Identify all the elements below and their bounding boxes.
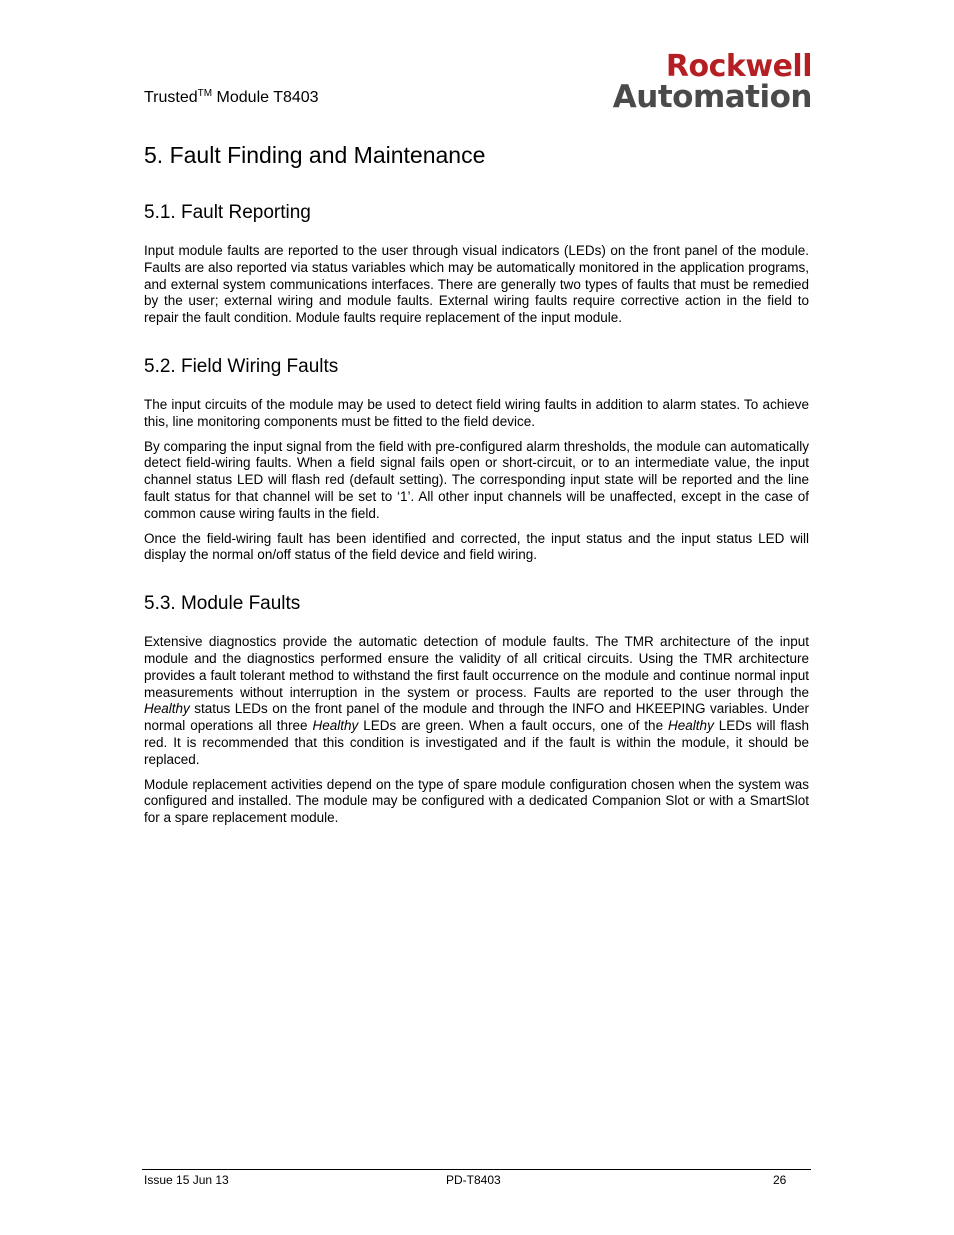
- module-name: Module T8403: [212, 89, 319, 106]
- logo-automation-text: Automation: [612, 79, 812, 115]
- footer-doc-code: PD-T8403: [446, 1173, 501, 1187]
- paragraph: [144, 634, 809, 768]
- paragraph: By comparing the input signal from the field with pre-configured alarm thresholds, the module can automatically detect field-wiring faults. When a field signal fails open or short-circuit, or to an intermediate value, the input channel status LED will flash red (default setting). The corresponding input state will be reported and the line fault status for that channel will be set to ‘1’. All other input channels will be unaffected, except in the case of common cause wiring faults in the field.: [144, 438, 809, 521]
- section-heading: 5.1. Fault Reporting: [144, 202, 311, 223]
- paragraph: Once the field-wiring fault has been identified and corrected, the input status and the input status LED will display the normal on/off status of the field device and field wiring.: [144, 530, 809, 563]
- paragraph: Module replacement activities depend on the type of spare module configuration chosen when the system was configured and installed. The module may be configured with a dedicated Companion Slot or with a SmartSlot for a spare replacement module.: [144, 776, 809, 826]
- page-content: [144, 140, 809, 835]
- logo-rockwell-text: Rockwell: [665, 49, 812, 84]
- section-heading: 5.2. Field Wiring Faults: [144, 355, 339, 377]
- footer-issue: Issue 15 Jun 13: [144, 1173, 229, 1187]
- chapter-title: 5. Fault Finding and Maintenance: [144, 142, 486, 168]
- text-run: LEDs will flash red. It is recommended that this condition is investigated and if the fault is within the module, it should be replaced.: [144, 718, 810, 767]
- product-name: Trusted: [144, 89, 198, 106]
- footer-divider: [142, 1169, 811, 1170]
- text-run: Extensive diagnostics provide the automatic detection of module faults. The TMR architecture of the input module and the diagnostics performed ensure the validity of all critical circuits. Using the TMR architecture provides a fault tolerant method to withstand the first fault occurrence on the module and continue normal input measurements without interruption in the system or process. Faults are reported to the user through the: [144, 634, 809, 700]
- section-field-wiring-faults: [144, 354, 809, 564]
- trademark-mark: TM: [197, 88, 213, 99]
- paragraph: Input module faults are reported to the user through visual indicators (LEDs) on the front panel of the module. Faults are also reported via status variables which may be automatically monitored in the application programs, and external system communications interfaces. There are generally two types of faults that must be remedied by the user; external wiring and module faults. External wiring faults require corrective action in the field to repair the fault condition. Module faults require replacement of the input module.: [144, 243, 809, 326]
- text-run: status LEDs on the front panel of the module and through the INFO and HKEEPING variables. Under normal operations all three: [144, 701, 809, 734]
- rockwell-automation-logo: [572, 49, 812, 115]
- document-title: [144, 88, 319, 108]
- section-heading: 5.3. Module Faults: [144, 593, 301, 615]
- text-run: LEDs are green. When a fault occurs, one of the: [358, 718, 669, 734]
- healthy-term: Healthy: [312, 718, 359, 734]
- paragraph: The input circuits of the module may be used to detect field wiring faults in addition to alarm states. To achieve this, line monitoring components must be fitted to the field device.: [144, 396, 809, 429]
- footer-page-number: 26: [773, 1173, 787, 1187]
- healthy-term: Healthy: [144, 701, 190, 717]
- healthy-term: Healthy: [668, 718, 714, 734]
- section-module-faults: [144, 591, 809, 827]
- section-fault-reporting: [144, 200, 809, 327]
